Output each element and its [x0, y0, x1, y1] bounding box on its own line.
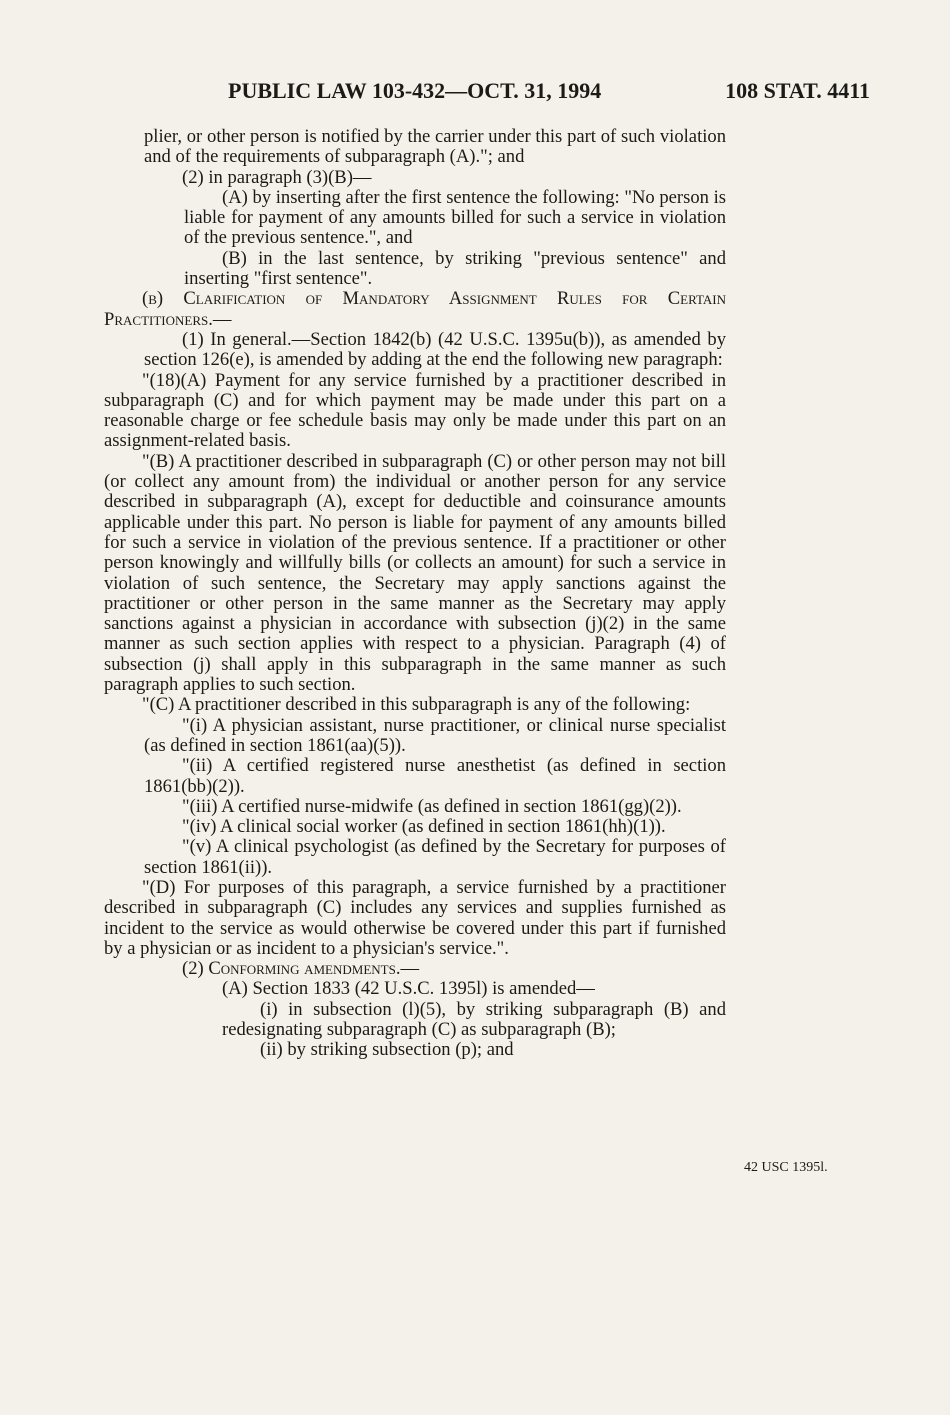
paragraph-D: "(D) For purposes of this paragraph, a service furnished by a practitioner described in subparagraph (C) includes any services and supplies furnished as incident to the service as would otherwise be covered under this part if furnished by a physician or as incident to a physician's service.". [104, 876, 726, 959]
clause-ii: "(ii) A certified registered nurse anesthetist (as defined in section 1861(bb)(2)). [144, 755, 726, 797]
clause-iv: "(iv) A clinical social worker (as defined in section 1861(hh)(1)). [182, 816, 666, 838]
header-law-title: PUBLIC LAW 103-432—OCT. 31, 1994 [228, 78, 602, 103]
paragraph-1-in-general: (1) In general.—Section 1842(b) (42 U.S.C. 1395u(b)), as amended by section 126(e), is amended by adding at the end the following new paragraph: [144, 328, 726, 371]
subsection-b-heading: (b) Clarification of Mandatory Assignment Rules for Certain Practitioners.— [104, 288, 726, 330]
amendment-A-i: (i) in subsection (l)(5), by striking subparagraph (B) and redesignating subparagraph (C) as subparagraph (B); [222, 998, 726, 1041]
paragraph-B: "(B) A practitioner described in subparagraph (C) or other person may not bill (or collect any amount from) the individual or another person for any service described in subparagraph (A), except for deductible and coinsurance amounts applicable under this part. No person is liable for payment of any amounts billed for such a service in violation of the previous sentence. If a practitioner or other person knowingly and willfully bills (or collects an amount) for such a service in violation of such sentence, the Secretary may apply sanctions against the practitioner or other person in the same manner as the Secretary may apply sanctions against a physician in accordance with subsection (j)(2) in the same manner as such section applies with respect to a physician. Paragraph (4) of subsection (j) shall apply in this subparagraph in the same manner as such paragraph applies to such section. [104, 450, 726, 696]
margin-citation-note: 42 USC 1395l. [744, 1160, 828, 1175]
paragraph-2-B: (B) in the last sentence, by striking "previous sentence" and inserting "first sentence". [184, 247, 726, 290]
clause-v: "(v) A clinical psychologist (as defined by the Secretary for purposes of section 1861(ii)). [144, 836, 726, 878]
paragraph-continuation: plier, or other person is notified by the carrier under this part of such violation and of the requirements of subparagraph (A)."; and [144, 126, 726, 168]
document-body [104, 127, 726, 1061]
paragraph-C: "(C) A practitioner described in this subparagraph is any of the following: [142, 694, 691, 716]
paragraph-18-A: "(18)(A) Payment for any service furnished by a practitioner described in subparagraph (C) and for which payment may be made under this part on a reasonable charge or fee schedule basis may only be made under this part on an assignment-related basis. [104, 369, 726, 452]
conforming-amendments-heading: (2) Conforming amendments.— [182, 958, 420, 980]
paragraph-2-A: (A) by inserting after the first sentence the following: "No person is liable for payment of any amounts billed for such a service in violation of the previous sentence.", and [184, 186, 726, 249]
clause-iii: "(iii) A certified nurse-midwife (as defined in section 1861(gg)(2)). [182, 795, 682, 817]
paragraph-2-in-paragraph: (2) in paragraph (3)(B)— [182, 166, 372, 188]
amendment-A: (A) Section 1833 (42 U.S.C. 1395l) is amended— [222, 978, 595, 1000]
header-stat-page: 108 STAT. 4411 [725, 78, 870, 103]
clause-i: "(i) A physician assistant, nurse practitioner, or clinical nurse specialist (as defined in section 1861(aa)(5)). [144, 714, 726, 756]
amendment-A-ii: (ii) by striking subsection (p); and [260, 1039, 514, 1061]
running-header [228, 78, 870, 108]
